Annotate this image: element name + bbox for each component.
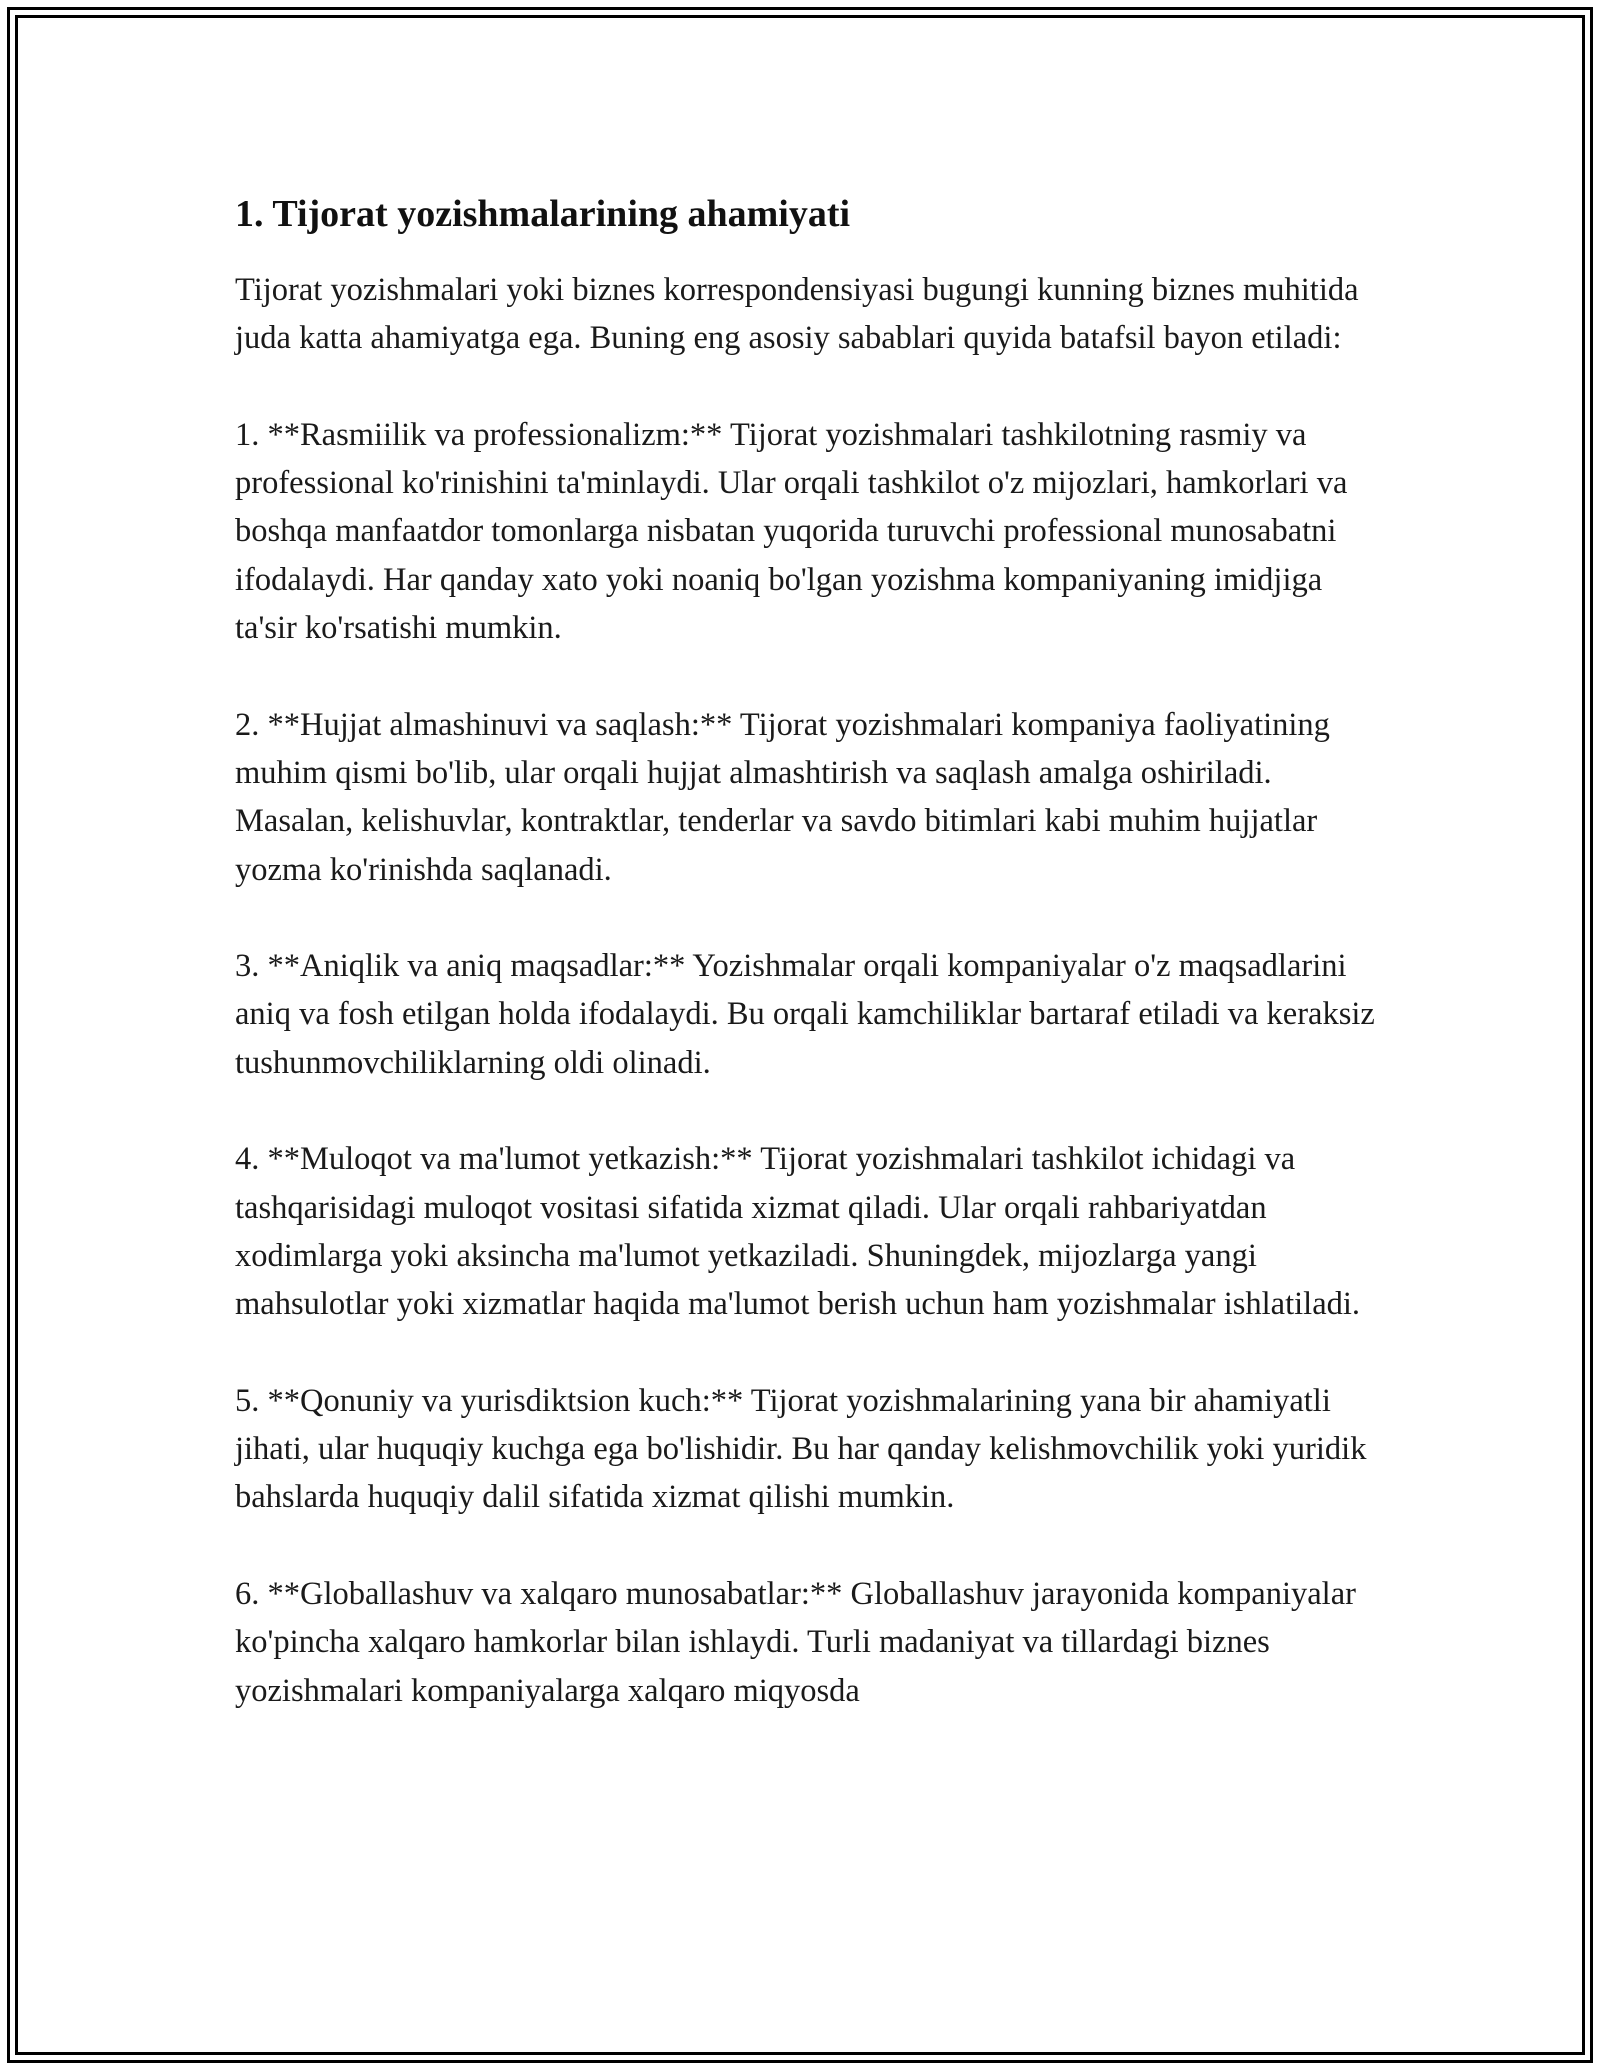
paragraph-item-3: 3. **Aniqlik va aniq maqsadlar:** Yozishmalar orqali kompaniyalar o'z maqsadlarini aniq va fosh etilgan holda ifodalaydi. Bu orqali kamchiliklar bartaraf etiladi va keraksiz tushunmovchiliklarning oldi olinadi. (235, 948, 1375, 1081)
paragraph-item-1: 1. **Rasmiilik va professionalizm:** Tijorat yozishmalari tashkilotning rasmiy va professional ko'rinishini ta'minlaydi. Ular orqali tashkilot o'z mijozlari, hamkorlari va boshqa manfaatdor tomonlarga nisbatan yuqorida turuvchi professional munosabatni ifodalaydi. Har qanday xato yoki noaniq bo'lgan yozishma kompaniyaning imidjiga ta'sir ko'rsatishi mumkin. (235, 416, 1348, 647)
paragraph-item-5: 5. **Qonuniy va yurisdiktsion kuch:** Tijorat yozishmalarining yana bir ahamiyatli jihati, ular huquqiy kuchga ega bo'lishidir. Bu har qanday kelishmovchilik yoki yuridik bahslarda huquqiy dalil sifatida xizmat qilishi mumkin. (235, 1382, 1367, 1516)
paragraph-intro: Tijorat yozishmalari yoki biznes korrespondensiyasi bugungi kunning biznes muhitida juda katta ahamiyatga ega. Buning eng asosiy sabablari quyida batafsil bayon etiladi: (235, 272, 1359, 357)
paragraph-item-6: 6. **Globallashuv va xalqaro munosabatlar:** Globallashuv jarayonida kompaniyalar ko'pincha xalqaro hamkorlar bilan ishlaydi. Turli madaniyat va tillardagi biznes yozishmalari kompaniyalarga xalqaro miqyosda (235, 1576, 1356, 1709)
paragraph-item-4: 4. **Muloqot va ma'lumot yetkazish:** Tijorat yozishmalari tashkilot ichidagi va tashqarisidagi muloqot vositasi sifatida xizmat qiladi. Ular orqali rahbariyatdan xodimlarga yoki aksincha ma'lumot yetkaziladi. Shuningdek, mijozlarga yangi mahsulotlar yoki xizmatlar haqida ma'lumot berish uchun ham yozishmalar ishlatiladi. (235, 1141, 1361, 1323)
document-body (235, 190, 1385, 1763)
section-title: 1. Tijorat yozishmalarining ahamiyati (235, 193, 851, 235)
paragraph-item-2: 2. **Hujjat almashinuvi va saqlash:** Tijorat yozishmalari kompaniya faoliyatining muhim qismi bo'lib, ular orqali hujjat almashtirish va saqlash amalga oshiriladi. Masalan, kelishuvlar, kontraktlar, tenderlar va savdo bitimlari kabi muhim hujjatlar yozma ko'rinishda saqlanadi. (235, 706, 1330, 888)
